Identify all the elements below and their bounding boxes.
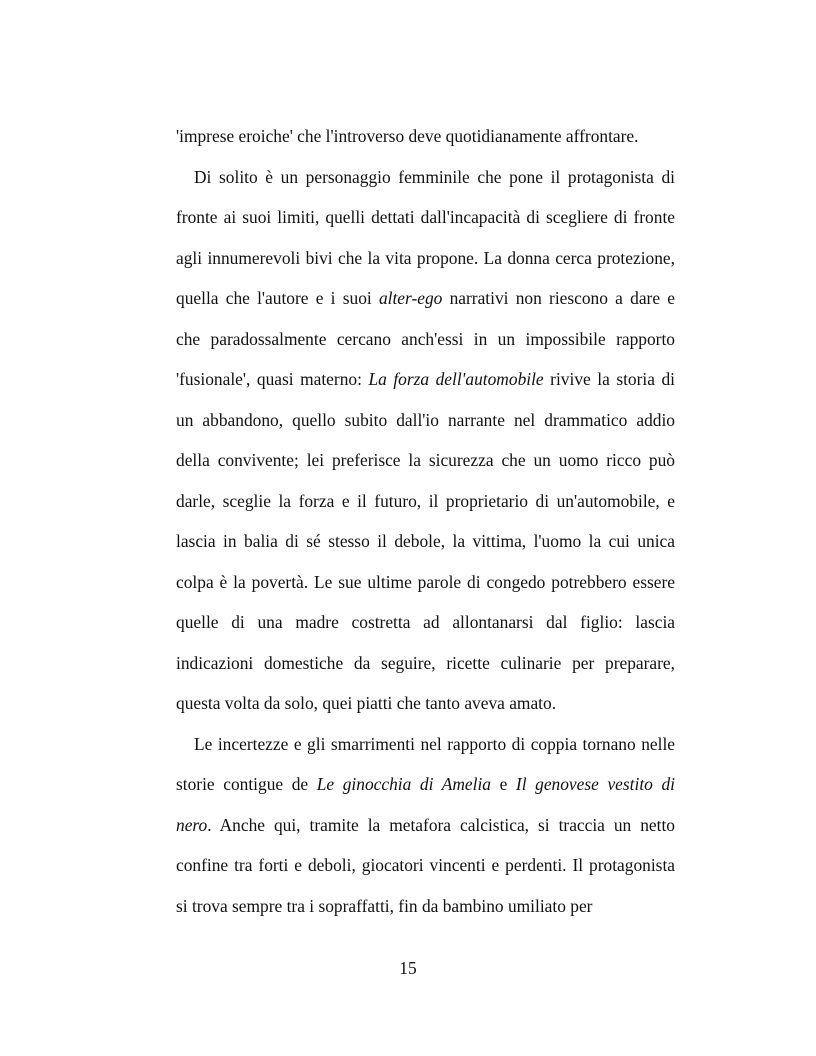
text-line bbox=[176, 643, 675, 684]
italic-title: alter-ego bbox=[378, 288, 443, 308]
page-number: 15 bbox=[399, 958, 417, 978]
text-line bbox=[176, 521, 675, 562]
text-line bbox=[176, 805, 675, 846]
text-line bbox=[176, 359, 675, 400]
text-segment: narrativi non riescono a dare e bbox=[442, 288, 675, 308]
text-segment: si trova sempre tra i sopraffatti, fin da bambino umiliato per bbox=[176, 895, 593, 916]
text-line bbox=[176, 845, 675, 886]
paragraph bbox=[176, 724, 675, 927]
text-segment: confine tra forti e deboli, giocatori vincenti e perdenti. Il protagonista bbox=[176, 855, 675, 875]
text-segment: un abbandono, quello subito dall'io narrante nel drammatico addio bbox=[176, 409, 675, 430]
text-segment: fronte ai suoi limiti, quelli dettati dall'incapacità di scegliere di fronte bbox=[176, 207, 675, 227]
text-line bbox=[176, 157, 675, 198]
text-segment: quelle di una madre costretta ad allontanarsi dal figlio: lascia bbox=[176, 612, 675, 632]
italic-title: La forza dell'automobile bbox=[368, 369, 544, 389]
text-line bbox=[176, 886, 675, 927]
document-body bbox=[176, 116, 675, 926]
text-segment: questa volta da solo, quei piatti che tanto aveva amato. bbox=[176, 693, 557, 713]
text-segment: della convivente; lei preferisce la sicurezza che un uomo ricco può bbox=[176, 450, 675, 470]
paragraph bbox=[176, 157, 675, 724]
text-line bbox=[176, 562, 675, 603]
text-line bbox=[176, 764, 675, 805]
text-segment: colpa è la povertà. Le sue ultime parole di congedo potrebbero essere bbox=[176, 571, 675, 592]
text-segment: storie contigue de bbox=[176, 774, 317, 794]
text-segment: 'imprese eroiche' che l'introverso deve quotidianamente affrontare. bbox=[176, 126, 639, 146]
paragraph bbox=[176, 116, 675, 157]
text-segment: lascia in balia di sé stesso il debole, la vittima, l'uomo la cui unica bbox=[176, 531, 675, 551]
text-segment: e bbox=[490, 774, 516, 794]
text-segment: che paradossalmente cercano anch'essi in un impossibile rapporto bbox=[176, 328, 675, 349]
text-line bbox=[176, 602, 675, 643]
text-line bbox=[176, 440, 675, 481]
italic-title: Il genovese vestito di bbox=[515, 774, 675, 794]
text-segment: rivive la storia di bbox=[543, 369, 676, 389]
text-segment: Le incertezze e gli smarrimenti nel rapporto di coppia tornano nelle bbox=[194, 733, 675, 754]
text-line bbox=[176, 116, 675, 157]
text-line bbox=[176, 724, 675, 765]
text-line bbox=[176, 197, 675, 238]
text-line bbox=[176, 238, 675, 279]
text-line bbox=[176, 400, 675, 441]
text-line bbox=[176, 319, 675, 360]
text-line bbox=[176, 278, 675, 319]
text-segment: Di solito è un personaggio femminile che pone il protagonista di bbox=[194, 166, 675, 187]
text-segment: 'fusionale', quasi materno: bbox=[176, 369, 369, 389]
text-segment: indicazioni domestiche da seguire, ricette culinarie per preparare, bbox=[176, 652, 675, 673]
text-segment: quella che l'autore e i suoi bbox=[176, 288, 379, 308]
text-segment: agli innumerevoli bivi che la vita propone. La donna cerca protezione, bbox=[176, 247, 675, 268]
italic-title: Le ginocchia di Amelia bbox=[316, 774, 491, 794]
italic-title: nero bbox=[176, 814, 208, 835]
text-line bbox=[176, 683, 675, 724]
text-segment: darle, sceglie la forza e il futuro, il proprietario di un'automobile, e bbox=[176, 490, 675, 511]
text-line bbox=[176, 481, 675, 522]
text-segment: . Anche qui, tramite la metafora calcistica, si traccia un netto bbox=[207, 814, 675, 835]
